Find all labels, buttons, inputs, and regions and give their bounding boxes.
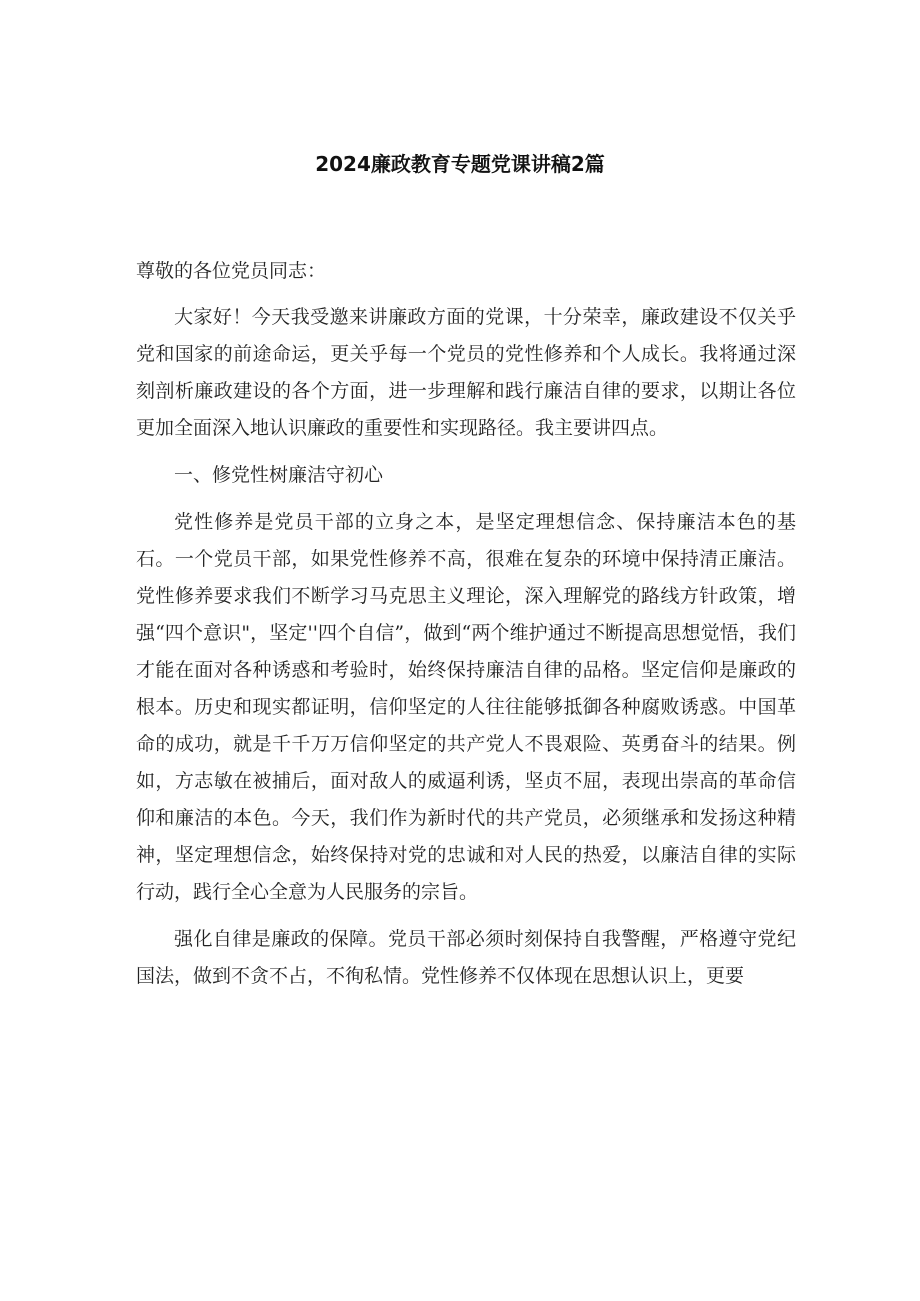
paragraph-self-discipline: 强化自律是廉政的保障。党员干部必须时刻保持自我警醒，严格遵守党纪国法，做到不贪不占，不徇私情。党性修养不仅体现在思想认识上，更要 bbox=[136, 928, 796, 987]
document-body bbox=[136, 253, 796, 1005]
salutation: 尊敬的各位党员同志： bbox=[136, 260, 327, 282]
section-heading-1: 一、修党性树廉洁守初心 bbox=[174, 464, 384, 486]
paragraph-intro: 大家好！今天我受邀来讲廉政方面的党课，十分荣幸，廉政建设不仅关乎党和国家的前途命运，更关乎每一个党员的党性修养和个人成长。我将通过深刻剖析廉政建设的各个方面，进一步理解和践行廉洁自律的要求，以期让各位更加全面深入地认识廉政的重要性和实现路径。我主要讲四点。 bbox=[136, 306, 796, 439]
document-title: 2024廉政教育专题党课讲稿2篇 bbox=[315, 152, 605, 176]
paragraph-party-spirit: 党性修养是党员干部的立身之本，是坚定理想信念、保持廉洁本色的基石。一个党员干部，如果党性修养不高，很难在复杂的环境中保持清正廉洁。党性修养要求我们不断学习马克思主义理论，深入理解党的路线方针政策，增强“四个意识"，坚定''四个自信”，做到“两个维护通过不断提高思想觉悟，我们才能在面对各种诱惑和考验时，始终保持廉洁自律的品格。坚定信仰是廉政的根本。历史和现实都证明，信仰坚定的人往往能够抵御各种腐败诱惑。中国革命的成功，就是千千万万信仰坚定的共产党人不畏艰险、英勇奋斗的结果。例如，方志敏在被捕后，面对敌人的威逼利诱，坚贞不屈，表现出崇高的革命信仰和廉洁的本色。今天，我们作为新时代的共产党员，必须继承和发扬这种精神，坚定理想信念，始终保持对党的忠诚和对人民的热爱，以廉洁自律的实际行动，践行全心全意为人民服务的宗旨。 bbox=[136, 511, 796, 903]
